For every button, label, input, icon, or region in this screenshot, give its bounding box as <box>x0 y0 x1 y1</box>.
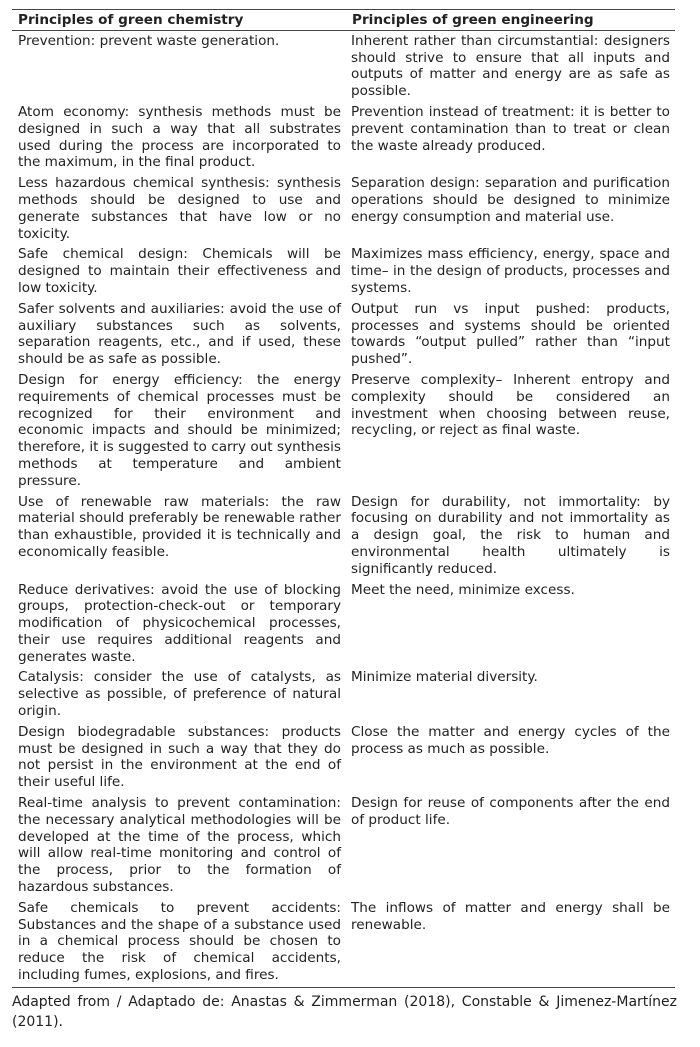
chemistry-principle-2: Atom economy: synthesis methods must be designed in such a way that all substrates used during the process are incorporated to the maximum, in the final product. <box>18 103 341 171</box>
chemistry-principle-1: Prevention: prevent waste generation. <box>18 32 280 49</box>
chemistry-principle-11: Real-time analysis to prevent contamination: the necessary analytical methodologies will be developed at the time of the process, which will allow real-time monitoring and control of the process, prior to the formation of hazardous substances. <box>18 795 341 896</box>
engineering-principle-2: Prevention instead of treatment: it is better to prevent contamination than to treat or clean the waste already produced. <box>351 103 670 154</box>
engineering-principle-5: Output run vs input pushed: products, processes and systems should be oriented towards “output pulled” rather than “input pushed”. <box>351 300 670 368</box>
engineering-principle-12: The inflows of matter and energy shall be renewable. <box>346 898 675 987</box>
engineering-principle-10: Close the matter and energy cycles of the process as much as possible. <box>351 723 670 757</box>
chemistry-principle-8: Reduce derivatives: avoid the use of blocking groups, protection-check-out or temporary modification of physicochemical processes, their use requires additional reagents and generates waste. <box>18 581 341 665</box>
engineering-principle-11: Design for reuse of components after the end of product life. <box>351 795 670 828</box>
principles-table <box>12 9 675 988</box>
source-note: Adapted from / Adaptado de: Anastas & Zimmerman (2018), Constable & Jimenez-Martínez (2011). <box>12 994 677 1030</box>
chemistry-principle-3: Less hazardous chemical synthesis: synthesis methods should be designed to use and generate substances that have low or no toxicity. <box>18 175 341 242</box>
table-row <box>12 244 675 298</box>
table-row <box>12 793 675 898</box>
table-row <box>12 102 675 173</box>
table-row <box>12 299 675 370</box>
chemistry-principle-12: Safe chemicals to prevent accidents: Substances and the shape of a substance used in a chemical process should be chosen to reduce the risk of chemical accidents, including fumes, explosions, and fires. <box>12 898 346 987</box>
chemistry-principle-4: Safe chemical design: Chemicals will be designed to maintain their effectiveness and low toxicity. <box>18 246 341 296</box>
table-row <box>12 898 675 987</box>
chemistry-principle-9: Catalysis: consider the use of catalysts, as selective as possible, of preference of natural origin. <box>18 669 341 720</box>
chemistry-principle-6: Design for energy efficiency: the energy requirements of chemical processes must be recognized for their environment and economic impacts and should be minimized; therefore, it is suggested to carry out synthesis methods at temperature and ambient pressure. <box>18 371 341 489</box>
table-row <box>12 722 675 793</box>
table-row <box>12 667 675 721</box>
engineering-principle-3: Separation design: separation and purification operations should be designed to minimize energy consumption and material use. <box>351 175 670 225</box>
table-header-row <box>12 10 675 31</box>
table-row <box>12 492 675 580</box>
table-row <box>12 30 675 102</box>
header-green-chemistry: Principles of green chemistry <box>12 10 346 31</box>
table-row <box>12 173 675 244</box>
engineering-principle-6: Preserve complexity– Inherent entropy and complexity should be considered an investment when choosing between reuse, recycling, or reject as final waste. <box>351 371 670 439</box>
engineering-principle-1: Inherent rather than circumstantial: designers should strive to ensure that all inputs and outputs of matter and energy are as safe as possible. <box>351 32 670 100</box>
engineering-principle-7: Design for durability, not immortality: by focusing on durability and not immortality as a design goal, the risk to human and environmental health ultimately is significantly reduced. <box>351 493 670 577</box>
chemistry-principle-7: Use of renewable raw materials: the raw material should preferably be renewable rather than exhaustible, provided it is technically and economically feasible. <box>18 493 341 560</box>
table-row <box>12 580 675 668</box>
chemistry-principle-5: Safer solvents and auxiliaries: avoid the use of auxiliary substances such as solvents, separation reagents, etc., and if used, these should be as safe as possible. <box>18 300 341 368</box>
engineering-principle-9: Minimize material diversity. <box>351 669 538 686</box>
engineering-principle-8: Meet the need, minimize excess. <box>351 581 575 598</box>
header-green-engineering: Principles of green engineering <box>346 10 675 31</box>
chemistry-principle-10: Design biodegradable substances: products must be designed in such a way that they do not persist in the environment at the end of their useful life. <box>18 723 341 791</box>
engineering-principle-4: Maximizes mass efficiency, energy, space and time– in the design of products, processes and systems. <box>351 246 670 296</box>
table-row <box>12 370 675 492</box>
